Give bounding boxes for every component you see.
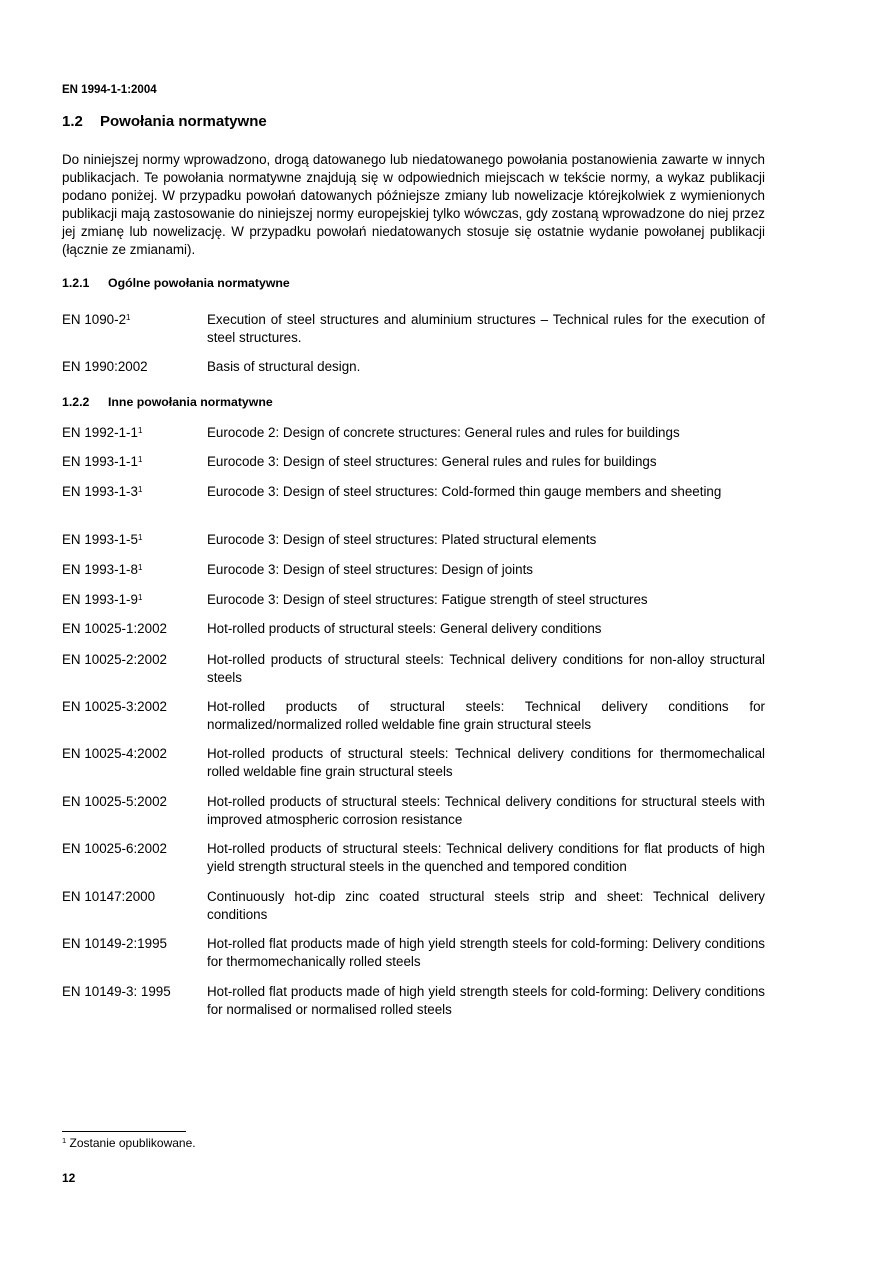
reference-code: EN 1990:2002 (62, 359, 148, 374)
reference-entry (62, 888, 765, 924)
reference-title: Hot-rolled products of structural steels: Technical delivery conditions for flat products of high yield strength structural steels in the quenched and tempored condition (207, 841, 765, 874)
reference-title: Eurocode 3: Design of steel structures: Plated structural elements (207, 532, 597, 547)
reference-title: Hot-rolled products of structural steels: General delivery conditions (207, 621, 602, 636)
footnote-marker: 1 (126, 313, 131, 322)
section-title: Powołania normatywne (100, 113, 267, 130)
reference-code: EN 10025-4:2002 (62, 746, 167, 761)
reference-code: EN $1993-1-8^1$ (62, 562, 143, 577)
footnote (62, 1136, 196, 1150)
footnote-mark: 1 (62, 1136, 67, 1145)
reference-title: Hot-rolled flat products made of high yield strength steels for cold-forming: Delivery conditions for normalised or normalised rolled steels (207, 984, 765, 1017)
subsection-title: Inne powołania normatywne (108, 395, 273, 409)
footnote-marker: 1 (137, 485, 143, 494)
footnote-marker: 1 (137, 455, 143, 464)
reference-title: Eurocode 3: Design of steel structures: General rules and rules for buildings (207, 454, 657, 469)
reference-code: EN $1993-1-5^1$ (62, 532, 143, 547)
reference-code: EN $1993-1-9^1$ (62, 592, 143, 607)
reference-entry (62, 311, 765, 347)
reference-title: Hot-rolled flat products made of high yield strength steels for cold-forming: Delivery conditions for thermomechanically rolled steels (207, 936, 765, 969)
page-number: 12 (62, 1171, 76, 1185)
reference-entry (62, 935, 765, 971)
reference-entry (62, 620, 765, 638)
reference-entry (62, 840, 765, 876)
footnote-marker: 1 (137, 563, 143, 572)
reference-code: EN $1993-1-1^1$ (62, 454, 143, 469)
intro-paragraph: Do niniejszej normy wprowadzono, drogą datowanego lub niedatowanego powołania postanowienia zawarte w innych publikacjach. Te powołania normatywne znajdują się w odpowiednich miejscach w tekście normy, a wykaz publikacji podano poniżej. W przypadku powołań datowanych późniejsze zmiany lub nowelizacje którejkolwiek z wymienionych publikacji mają zastosowanie do niniejszej normy europejskiej tylko wówczas, gdy zostaną wprowadzone do niej przez jej zmianę lub nowelizację. W przypadku powołań niedatowanych stosuje się ostatnie wydanie powołanej publikacji (łącznie ze zmianami). (62, 152, 765, 258)
footnote-text: Zostanie opublikowane. (69, 1136, 196, 1150)
reference-code: EN 10025-1:2002 (62, 621, 167, 636)
reference-entry (62, 745, 765, 781)
reference-title: Hot-rolled products of structural steels: Technical delivery conditions for normalized/normalized rolled weldable fine grain structural steels (207, 699, 765, 732)
reference-entry (62, 591, 765, 609)
subsection-heading-2 (62, 395, 273, 409)
reference-title: Basis of structural design. (207, 359, 361, 374)
document-id-header: EN 1994-1-1:2004 (62, 84, 157, 96)
footnote-marker: 1 (137, 593, 143, 602)
reference-entry (62, 651, 765, 687)
reference-code: EN 10025-3:2002 (62, 699, 167, 714)
reference-code: EN $1993-1-3^1$ (62, 484, 143, 499)
reference-title: Continuously hot-dip zinc coated structural steels strip and sheet: Technical delivery conditions (207, 889, 765, 922)
subsection-number: 1.2.1 (62, 276, 90, 290)
reference-title: Eurocode 3: Design of steel structures: Cold-formed thin gauge members and sheeting (207, 484, 722, 499)
reference-entry (62, 453, 765, 471)
reference-entry (62, 531, 765, 549)
reference-title: Hot-rolled products of structural steels: Technical delivery conditions for structural steels with improved atmospheric corrosion resistance (207, 794, 765, 827)
reference-entry (62, 983, 765, 1019)
reference-title: Eurocode 2: Design of concrete structures: General rules and rules for buildings (207, 425, 680, 440)
reference-code: EN $1992-1-1^1$ (62, 425, 143, 440)
footnote-marker: 1 (137, 426, 143, 435)
reference-title: Hot-rolled products of structural steels: Technical delivery conditions for non-alloy structural steels (207, 652, 765, 685)
section-heading (62, 113, 267, 130)
section-number: 1.2 (62, 113, 83, 130)
footnote-divider (62, 1131, 186, 1132)
reference-entry (62, 424, 765, 442)
reference-entry (62, 698, 765, 734)
reference-title: Eurocode 3: Design of steel structures: Design of joints (207, 562, 534, 577)
reference-code: EN 10149-2:1995 (62, 936, 167, 951)
reference-entry (62, 358, 765, 376)
reference-code: EN 10025-6:2002 (62, 841, 167, 856)
reference-title: Execution of steel structures and aluminium structures – Technical rules for the execution of steel structures. (207, 312, 765, 345)
subsection-title: Ogólne powołania normatywne (108, 276, 290, 290)
reference-code: EN 10149-3: 1995 (62, 984, 171, 999)
subsection-number: 1.2.2 (62, 395, 90, 409)
subsection-heading-1 (62, 276, 290, 290)
reference-entry (62, 793, 765, 829)
reference-code: EN 10025-5:2002 (62, 794, 167, 809)
reference-code: EN 10147:2000 (62, 889, 156, 904)
reference-title: Hot-rolled products of structural steels: Technical delivery conditions for thermomechalical rolled weldable fine grain structural steels (207, 746, 765, 779)
reference-code: EN 10025-2:2002 (62, 652, 167, 667)
reference-title: Eurocode 3: Design of steel structures: Fatigue strength of steel structures (207, 592, 648, 607)
footnote-marker: 1 (137, 533, 143, 542)
reference-entry (62, 483, 765, 501)
reference-entry (62, 561, 765, 579)
reference-code: EN $1090-2^1$ (62, 312, 131, 327)
